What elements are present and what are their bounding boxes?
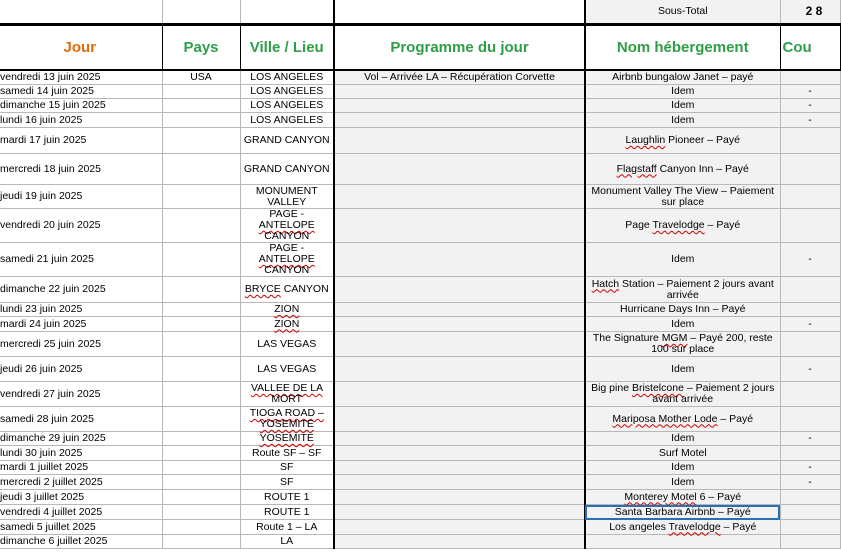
place-cell[interactable]: LA — [240, 535, 334, 549]
table-row — [0, 209, 840, 243]
table-row — [0, 446, 840, 461]
lodging-cell[interactable]: Santa Barbara Airbnb – Payé — [585, 505, 780, 520]
program-cell[interactable] — [334, 332, 585, 357]
column-header-ville[interactable]: Ville / Lieu — [240, 25, 334, 71]
table-row — [0, 535, 840, 549]
subtotal-row — [0, 0, 840, 25]
place-cell[interactable]: GRAND CANYON — [240, 128, 334, 154]
place-cell[interactable]: Route 1 – LA — [240, 520, 334, 535]
country-cell[interactable] — [162, 85, 240, 99]
day-cell[interactable]: lundi 23 juin 2025 — [0, 303, 162, 317]
day-cell[interactable]: samedi 21 juin 2025 — [0, 243, 162, 277]
country-cell[interactable] — [162, 461, 240, 475]
program-cell[interactable] — [334, 432, 585, 446]
lodging-cell[interactable]: Idem — [585, 85, 780, 99]
cost-cell[interactable]: - — [780, 243, 840, 277]
table-row — [0, 303, 840, 317]
place-cell[interactable]: LAS VEGAS — [240, 357, 334, 382]
country-cell[interactable] — [162, 317, 240, 332]
table-row — [0, 70, 840, 85]
program-cell[interactable] — [334, 461, 585, 475]
lodging-cell[interactable]: Idem — [585, 99, 780, 113]
country-cell[interactable] — [162, 209, 240, 243]
column-header-hebergement[interactable]: Nom hébergement — [585, 25, 780, 71]
cost-cell[interactable] — [780, 154, 840, 185]
day-cell[interactable]: samedi 14 juin 2025 — [0, 85, 162, 99]
cost-cell[interactable] — [780, 407, 840, 432]
place-cell[interactable]: ROUTE 1 — [240, 505, 334, 520]
program-cell[interactable] — [334, 185, 585, 209]
table-row — [0, 332, 840, 357]
table-row — [0, 243, 840, 277]
day-cell[interactable]: dimanche 22 juin 2025 — [0, 277, 162, 303]
lodging-cell[interactable]: Idem — [585, 432, 780, 446]
table-row — [0, 475, 840, 490]
table-row — [0, 128, 840, 154]
place-cell[interactable]: YOSEMITE — [240, 432, 334, 446]
cost-cell[interactable] — [780, 505, 840, 520]
place-cell[interactable]: ROUTE 1 — [240, 490, 334, 505]
cost-cell[interactable]: - — [780, 317, 840, 332]
country-cell[interactable] — [162, 432, 240, 446]
country-cell[interactable] — [162, 357, 240, 382]
lodging-cell[interactable]: Los angeles Travelodge – Payé — [585, 520, 780, 535]
country-cell[interactable] — [162, 490, 240, 505]
program-cell[interactable] — [334, 475, 585, 490]
day-cell[interactable]: lundi 30 juin 2025 — [0, 446, 162, 461]
table-row — [0, 432, 840, 446]
table-row — [0, 490, 840, 505]
lodging-cell[interactable]: Hatch Station – Paiement 2 jours avant arrivée — [585, 277, 780, 303]
day-cell[interactable]: dimanche 29 juin 2025 — [0, 432, 162, 446]
lodging-cell[interactable]: Mariposa Mother Lode – Payé — [585, 407, 780, 432]
country-cell[interactable] — [162, 520, 240, 535]
lodging-cell[interactable]: Flagstaff Canyon Inn – Payé — [585, 154, 780, 185]
cost-cell[interactable]: - — [780, 357, 840, 382]
program-cell[interactable] — [334, 317, 585, 332]
country-cell[interactable] — [162, 243, 240, 277]
lodging-cell[interactable]: Page Travelodge – Payé — [585, 209, 780, 243]
table-row — [0, 154, 840, 185]
lodging-cell[interactable]: Idem — [585, 461, 780, 475]
program-cell[interactable] — [334, 85, 585, 99]
place-cell[interactable]: LOS ANGELES — [240, 70, 334, 85]
program-cell[interactable] — [334, 128, 585, 154]
day-cell[interactable]: vendredi 27 juin 2025 — [0, 382, 162, 407]
day-cell[interactable]: dimanche 6 juillet 2025 — [0, 535, 162, 549]
lodging-cell[interactable]: Monument Valley The View – Paiement sur place — [585, 185, 780, 209]
place-cell[interactable]: TIOGA ROAD – YOSEMITE — [240, 407, 334, 432]
program-cell[interactable] — [334, 243, 585, 277]
column-header-programme[interactable]: Programme du jour — [334, 25, 585, 71]
cell[interactable] — [162, 0, 240, 25]
country-cell[interactable] — [162, 128, 240, 154]
day-cell[interactable]: mercredi 2 juillet 2025 — [0, 475, 162, 490]
cell[interactable] — [334, 0, 585, 25]
day-cell[interactable]: vendredi 20 juin 2025 — [0, 209, 162, 243]
country-cell[interactable] — [162, 113, 240, 128]
place-cell[interactable]: ZION — [240, 303, 334, 317]
country-cell[interactable] — [162, 185, 240, 209]
lodging-cell[interactable]: Monterey Motel 6 – Payé — [585, 490, 780, 505]
cost-cell[interactable]: - — [780, 432, 840, 446]
table-row — [0, 520, 840, 535]
place-cell[interactable]: Route SF – SF — [240, 446, 334, 461]
lodging-cell[interactable]: Hurricane Days Inn – Payé — [585, 303, 780, 317]
cost-cell[interactable] — [780, 128, 840, 154]
cost-cell[interactable]: - — [780, 113, 840, 128]
subtotal-label[interactable]: Sous-Total — [585, 0, 780, 25]
table-row — [0, 99, 840, 113]
lodging-cell[interactable]: Big pine Bristelcone – Paiement 2 jours avant arrivée — [585, 382, 780, 407]
place-cell[interactable]: VALLEE DE LA MORT — [240, 382, 334, 407]
lodging-cell[interactable]: Airbnb bungalow Janet – payé — [585, 70, 780, 85]
country-cell[interactable]: USA — [162, 70, 240, 85]
cost-cell[interactable] — [780, 490, 840, 505]
program-cell[interactable] — [334, 490, 585, 505]
day-cell[interactable]: mercredi 18 juin 2025 — [0, 154, 162, 185]
table-row — [0, 407, 840, 432]
day-cell[interactable]: jeudi 3 juillet 2025 — [0, 490, 162, 505]
country-cell[interactable] — [162, 535, 240, 549]
cell[interactable] — [240, 0, 334, 25]
country-cell[interactable] — [162, 505, 240, 520]
lodging-cell[interactable] — [585, 535, 780, 549]
program-cell[interactable] — [334, 303, 585, 317]
place-cell[interactable]: LOS ANGELES — [240, 85, 334, 99]
country-cell[interactable] — [162, 332, 240, 357]
day-cell[interactable]: jeudi 26 juin 2025 — [0, 357, 162, 382]
cell[interactable] — [0, 0, 162, 25]
table-row — [0, 505, 840, 520]
place-cell[interactable]: SF — [240, 461, 334, 475]
program-cell[interactable] — [334, 99, 585, 113]
country-cell[interactable] — [162, 303, 240, 317]
program-cell[interactable] — [334, 446, 585, 461]
day-cell[interactable]: samedi 5 juillet 2025 — [0, 520, 162, 535]
column-header-cout[interactable]: Cou — [780, 25, 840, 71]
day-cell[interactable]: jeudi 19 juin 2025 — [0, 185, 162, 209]
lodging-cell[interactable]: Idem — [585, 475, 780, 490]
program-cell[interactable] — [334, 520, 585, 535]
program-cell[interactable] — [334, 113, 585, 128]
program-cell[interactable] — [334, 505, 585, 520]
cost-cell[interactable] — [780, 303, 840, 317]
lodging-cell[interactable]: Surf Motel — [585, 446, 780, 461]
day-cell[interactable]: dimanche 15 juin 2025 — [0, 99, 162, 113]
cost-cell[interactable] — [780, 209, 840, 243]
place-cell[interactable]: PAGE - ANTELOPE CANYON — [240, 209, 334, 243]
table-row — [0, 277, 840, 303]
cost-cell[interactable] — [780, 535, 840, 549]
subtotal-value[interactable]: 2 8 — [780, 0, 840, 25]
country-cell[interactable] — [162, 382, 240, 407]
lodging-cell[interactable]: Idem — [585, 317, 780, 332]
lodging-cell[interactable]: Idem — [585, 243, 780, 277]
cost-cell[interactable] — [780, 446, 840, 461]
cost-cell[interactable]: - — [780, 461, 840, 475]
column-header-pays[interactable]: Pays — [162, 25, 240, 71]
lodging-cell[interactable]: Laughlin Pioneer – Payé — [585, 128, 780, 154]
day-cell[interactable]: mardi 17 juin 2025 — [0, 128, 162, 154]
place-cell[interactable]: LOS ANGELES — [240, 113, 334, 128]
day-cell[interactable]: mardi 24 juin 2025 — [0, 317, 162, 332]
lodging-cell[interactable]: Idem — [585, 113, 780, 128]
day-cell[interactable]: lundi 16 juin 2025 — [0, 113, 162, 128]
country-cell[interactable] — [162, 446, 240, 461]
place-cell[interactable]: LAS VEGAS — [240, 332, 334, 357]
country-cell[interactable] — [162, 99, 240, 113]
cost-cell[interactable] — [780, 185, 840, 209]
cost-cell[interactable]: - — [780, 85, 840, 99]
program-cell[interactable] — [334, 382, 585, 407]
cost-cell[interactable]: - — [780, 99, 840, 113]
column-header-jour[interactable]: Jour — [0, 25, 162, 71]
day-cell[interactable]: vendredi 4 juillet 2025 — [0, 505, 162, 520]
day-cell[interactable]: mardi 1 juillet 2025 — [0, 461, 162, 475]
place-cell[interactable]: GRAND CANYON — [240, 154, 334, 185]
header-row — [0, 25, 840, 71]
cost-cell[interactable]: - — [780, 475, 840, 490]
place-cell[interactable]: MONUMENT VALLEY — [240, 185, 334, 209]
program-cell[interactable]: Vol – Arrivée LA – Récupération Corvette — [334, 70, 585, 85]
table-row — [0, 317, 840, 332]
program-cell[interactable] — [334, 407, 585, 432]
program-cell[interactable] — [334, 535, 585, 549]
table-row — [0, 357, 840, 382]
program-cell[interactable] — [334, 277, 585, 303]
place-cell[interactable]: SF — [240, 475, 334, 490]
cost-cell[interactable] — [780, 277, 840, 303]
country-cell[interactable] — [162, 475, 240, 490]
lodging-cell[interactable]: Idem — [585, 357, 780, 382]
cost-cell[interactable] — [780, 520, 840, 535]
table-row — [0, 85, 840, 99]
place-cell[interactable]: BRYCE CANYON — [240, 277, 334, 303]
country-cell[interactable] — [162, 277, 240, 303]
program-cell[interactable] — [334, 209, 585, 243]
program-cell[interactable] — [334, 154, 585, 185]
day-cell[interactable]: vendredi 13 juin 2025 — [0, 70, 162, 85]
country-cell[interactable] — [162, 154, 240, 185]
cost-cell[interactable] — [780, 70, 840, 85]
table-row — [0, 382, 840, 407]
day-cell[interactable]: samedi 28 juin 2025 — [0, 407, 162, 432]
table-row — [0, 113, 840, 128]
place-cell[interactable]: PAGE - ANTELOPE CANYON — [240, 243, 334, 277]
place-cell[interactable]: ZION — [240, 317, 334, 332]
lodging-cell[interactable]: The Signature MGM – Payé 200, reste 100 sur place — [585, 332, 780, 357]
day-cell[interactable]: mercredi 25 juin 2025 — [0, 332, 162, 357]
table-row — [0, 461, 840, 475]
country-cell[interactable] — [162, 407, 240, 432]
cost-cell[interactable] — [780, 332, 840, 357]
cost-cell[interactable] — [780, 382, 840, 407]
program-cell[interactable] — [334, 357, 585, 382]
place-cell[interactable]: LOS ANGELES — [240, 99, 334, 113]
table-row — [0, 185, 840, 209]
